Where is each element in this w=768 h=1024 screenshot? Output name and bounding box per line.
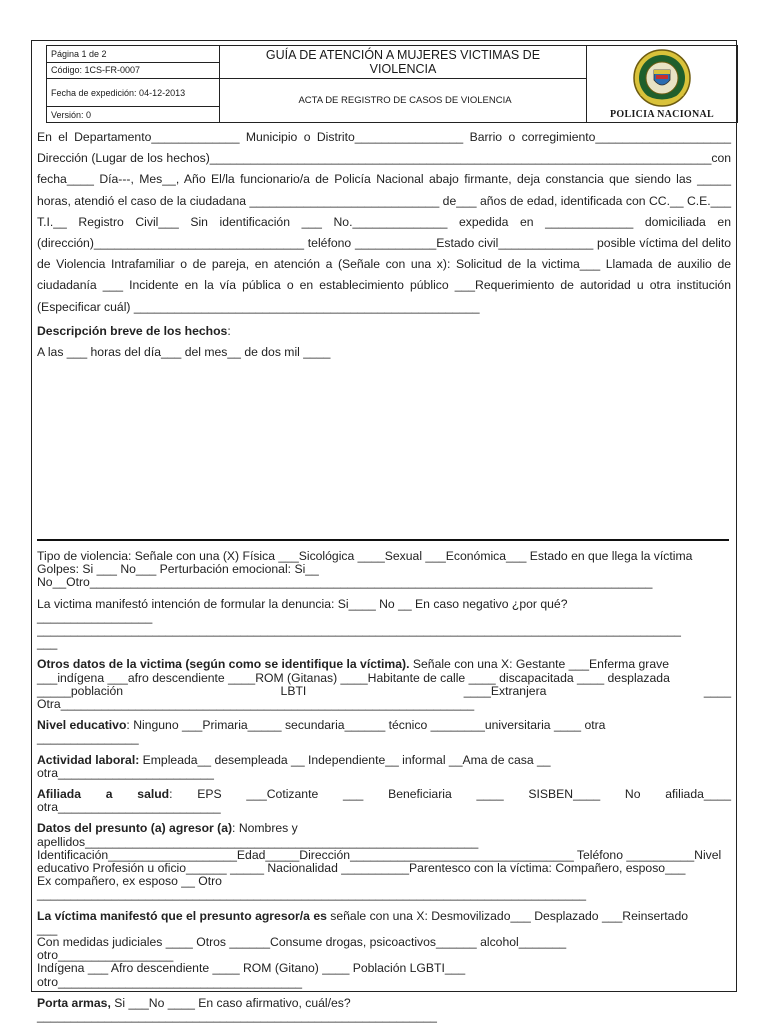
- form-title-line2: VIOLENCIA: [369, 62, 437, 76]
- health-label: Afiliada a salud: [37, 787, 170, 802]
- violence-type-line2: Golpes: Si ___ No___ Perturbación emocional: Si__: [37, 562, 319, 577]
- section-divider: [37, 539, 729, 541]
- violence-type-line1: Tipo de violencia: Señale con una (X) Física ___Sicológica ____Sexual ___Económica___ Estado en que llega la víctima: [37, 549, 693, 563]
- complaint-line2: _________________: [37, 609, 153, 624]
- logo-caption: POLICIA NACIONAL: [610, 109, 714, 120]
- health-line2: otra________________________: [37, 800, 221, 815]
- aggressor-line2: apellidos__________________________________________________________: [37, 834, 479, 849]
- form-header: [46, 45, 738, 123]
- aggressor-status-line3: Con medidas judiciales ____ Otros ______Consume drogas, psicoactivos______ alcohol_______: [37, 935, 567, 950]
- weapons-label: Porta armas,: [37, 995, 111, 1010]
- intro-paragraph: En el Departamento_____________ Municipio o Distrito________________ Barrio o corregimiento____________________ Dirección (Lugar de los hechos)__________________________________________________________________________con fecha____ Día---, Mes__, Año El/la funcionario/a de Policía Nacional abajo firmante, deja constancia que siendo las _____ horas, atendió el caso de la ciudadana ____________________________ de___ años de edad, identificada con CC.__ C.E.___ T.I.__ Registro Civil___ Sin identificación ___ No.______________ expedida en _____________ domiciliada en (dirección)_______________________________ teléfono ____________Estado civil______________ posible víctima del delito de Violencia Intrafamiliar o de pareja, en atención a (Señale con una x): Solicitud de la victima___ Llamada de auxilio de ciudadanía ___ Incidente en la vía pública o en establecimiento público ___Requerimiento de autoridad u otra institución (Especificar cuál) ___________________________________________________: [37, 130, 731, 314]
- description-text: A las ___ horas del día___ del mes__ de dos mil ____: [37, 344, 331, 359]
- aggressor-status-section: [37, 910, 731, 989]
- complaint-line4: ___: [37, 636, 58, 651]
- weapons-section: [37, 997, 731, 1023]
- other-data-line3: _____población LBTI ____Extranjera ____: [37, 683, 731, 698]
- health-section: [37, 788, 731, 814]
- aggressor-label: Datos del presunto (a) agresor (a): [37, 821, 233, 836]
- form-code: Código: 1CS-FR-0007: [47, 62, 220, 79]
- logo-cell: [587, 46, 738, 123]
- work-line2: otra_______________________: [37, 765, 214, 780]
- aggressor-status-label: La víctima manifestó que el presunto agresor/a es: [37, 909, 327, 923]
- aggressor-line3: Identificación___________________Edad_____Dirección_________________________________ Teléfono __________Nivel: [37, 848, 722, 862]
- other-data-line2: ___indígena ___afro descendiente ____ROM (Gitanas) ____Habitante de calle ____ discapacitada ____ desplazada: [37, 670, 670, 685]
- description-colon: :: [227, 323, 231, 338]
- complaint-section: [37, 598, 731, 651]
- weapons-options: Si ___No ____ En caso afirmativo, cuál/es?: [110, 995, 351, 1010]
- education-line2: _______________: [37, 731, 139, 746]
- issue-date: Fecha de expedición: 04-12-2013: [47, 79, 220, 107]
- form-title: [220, 46, 587, 79]
- form-subtitle: ACTA DE REGISTRO DE CASOS DE VIOLENCIA: [220, 79, 587, 123]
- aggressor-line6: _________________________________________________________________________________: [37, 887, 587, 902]
- work-label: Actividad laboral:: [37, 752, 140, 767]
- aggressor-section: [37, 822, 731, 901]
- description-label: Descripción breve de los hechos: [37, 323, 228, 338]
- aggressor-status-line6: otro____________________________________: [37, 974, 303, 989]
- complaint-line3: _______________________________________________________________________________________________: [37, 624, 681, 638]
- form-title-line1: GUÍA DE ATENCIÓN A MUJERES VICTIMAS DE: [265, 48, 541, 62]
- aggressor-line5: Ex compañero, ex esposo __ Otro: [37, 874, 222, 889]
- form-body: [37, 127, 731, 1024]
- other-data-line1: Señale con una X: Gestante ___Enferma grave: [409, 657, 669, 672]
- police-shield-icon: [627, 48, 697, 110]
- violence-type-line3: No__Otro___________________________________________________________________________________: [37, 576, 653, 590]
- aggressor-status-options: señale con una X: Desmovilizado___ Desplazado ___Reinsertado: [326, 909, 689, 923]
- aggressor-line4: educativo Profesión u oficio______ _____ Nacionalidad __________Parentesco con la víctima: Compañero, esposo___: [37, 862, 686, 876]
- health-options: : EPS ___Cotizante ___ Beneficiaria ____ SISBEN____ No afiliada____: [169, 787, 731, 802]
- weapons-line2: ___________________________________________________________: [37, 1009, 437, 1024]
- other-data-label: Otros datos de la victima (según como se identifique la víctima).: [37, 657, 410, 672]
- aggressor-names: : Nombres y: [232, 821, 298, 836]
- education-section: [37, 719, 731, 745]
- description-section: [37, 321, 731, 363]
- other-data-section: [37, 658, 731, 711]
- other-data-line4: Otra_____________________________________________________________: [37, 697, 475, 712]
- aggressor-status-line2: ___: [37, 921, 58, 936]
- form-version: Versión: 0: [47, 107, 220, 123]
- aggressor-status-line4: otro_________________: [37, 948, 174, 963]
- details-section: [37, 550, 731, 1023]
- work-section: [37, 754, 731, 780]
- violence-type: [37, 550, 731, 590]
- work-options: Empleada__ desempleada __ Independiente__ informal __Ama de casa __: [139, 752, 551, 767]
- education-options: : Ninguno ___Primaria_____ secundaria______ técnico ________universitaria ____ otra: [126, 718, 606, 733]
- aggressor-status-line5: Indígena ___ Afro descendiente ____ ROM (Gitano) ____ Población LGBTI___: [37, 961, 466, 976]
- education-label: Nivel educativo: [37, 718, 127, 733]
- complaint-line1: La victima manifestó intención de formular la denuncia: Si____ No __ En caso negativo ¿por qué?: [37, 596, 568, 611]
- form-page: [31, 40, 737, 1024]
- page-number: Página 1 de 2: [47, 46, 220, 63]
